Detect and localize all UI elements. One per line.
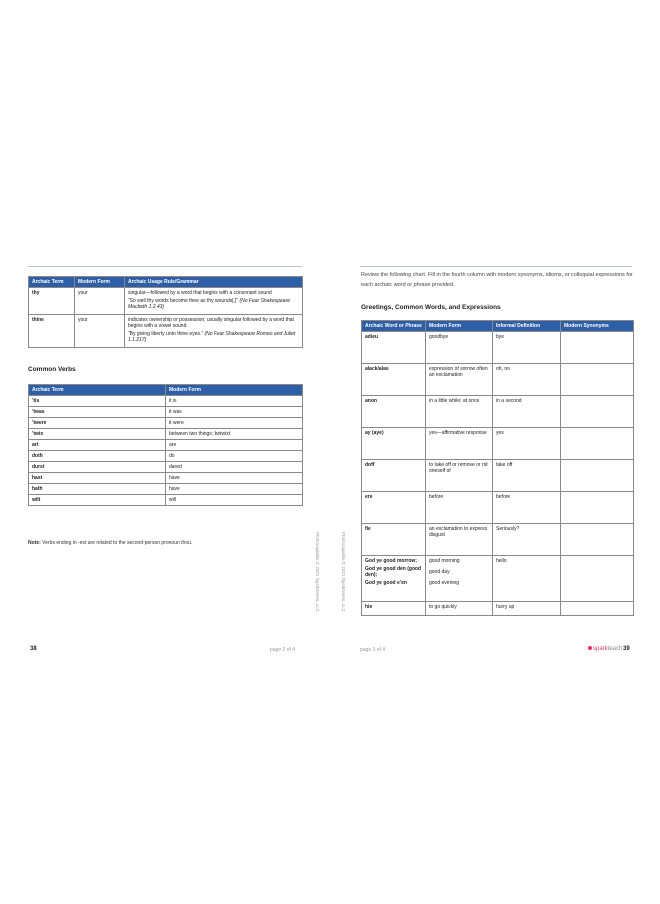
table-row [362, 602, 634, 616]
column-header: Modern Form [166, 385, 303, 396]
verb-term-cell: doth [29, 451, 166, 462]
table-row [29, 315, 303, 348]
verb-term-cell: hast [29, 473, 166, 484]
verb-modern-cell: between two things; betwixt [166, 429, 303, 440]
informal-definition-cell: hello [493, 556, 561, 602]
page-number: 38 [30, 646, 37, 652]
verb-modern-cell: dared [166, 462, 303, 473]
modern-form-cell: an exclamation to express disgust [426, 524, 493, 556]
column-header: Modern Form [75, 277, 125, 288]
usage-example [128, 298, 299, 310]
modern-form-cell: to take off or remove or rid oneself of [426, 460, 493, 492]
column-header: Informal Definition [493, 321, 561, 332]
sparkteach-logo [588, 646, 622, 652]
table-row [29, 440, 303, 451]
column-header: Modern Form [426, 321, 493, 332]
greetings-table [361, 320, 634, 616]
verb-term-cell: art [29, 440, 166, 451]
verb-modern-cell: do [166, 451, 303, 462]
modern-form-cell: before [426, 492, 493, 524]
usage-example [128, 331, 299, 343]
example-quote: “So well thy words become thee as thy wounds[.]” [128, 298, 239, 304]
greeting-modern: good day [429, 569, 450, 575]
informal-definition-cell: before [493, 492, 561, 524]
archaic-word-cell: doff [362, 460, 426, 492]
verb-term-cell: ’twas [29, 407, 166, 418]
table-row [29, 429, 303, 440]
modern-form-cell: yes—affirmative response [426, 428, 493, 460]
informal-definition-cell: in a second [493, 396, 561, 428]
modern-synonyms-input[interactable] [561, 556, 634, 602]
usage-rule-cell [125, 315, 303, 348]
table-row [362, 364, 634, 396]
modern-form-cell [426, 556, 493, 602]
archaic-word-cell: hie [362, 602, 426, 616]
logo-text-spark: spark [593, 646, 608, 652]
table-row [29, 396, 303, 407]
copyright-vertical: Photocopiable © 2021 SparkNotes, LLC [315, 532, 320, 612]
example-quote: “By giving liberty unto thine eyes.” [128, 331, 204, 337]
verb-modern-cell: have [166, 484, 303, 495]
informal-definition-cell: take off [493, 460, 561, 492]
informal-definition-cell: bye [493, 332, 561, 364]
page-of-label: page 3 of 4 [360, 647, 386, 653]
example-source: (No Fear Shakespeare Romeo and Juliet 1.1.217) [128, 331, 296, 343]
greeting-term: God ye good e’en [365, 580, 407, 586]
archaic-word-cell [362, 556, 426, 602]
table-row [29, 495, 303, 506]
archaic-word-cell: anon [362, 396, 426, 428]
modern-form-cell: your [75, 315, 125, 348]
table-row [29, 473, 303, 484]
table-row [29, 484, 303, 495]
verbs-note [28, 540, 192, 546]
verb-term-cell: hath [29, 484, 166, 495]
archaic-word-cell: adieu [362, 332, 426, 364]
modern-form-cell: expression of sorrow often an exclamation [426, 364, 493, 396]
column-header: Archaic Usage Rule/Grammar [125, 277, 303, 288]
column-header: Modern Synonyms [561, 321, 634, 332]
column-header: Archaic Term [29, 385, 166, 396]
archaic-word-cell: fie [362, 524, 426, 556]
verb-modern-cell: are [166, 440, 303, 451]
top-rule [360, 266, 632, 267]
page-of-label: page 2 of 4 [270, 647, 296, 653]
table-row [362, 492, 634, 524]
verb-term-cell: ’twere [29, 418, 166, 429]
informal-definition-cell: yes [493, 428, 561, 460]
table-row [29, 418, 303, 429]
verb-modern-cell: have [166, 473, 303, 484]
modern-form-cell: to go quickly [426, 602, 493, 616]
archaic-usage-table [28, 276, 303, 348]
section-title-greetings: Greetings, Common Words, and Expressions [361, 304, 501, 311]
verb-term-cell: ’twix [29, 429, 166, 440]
informal-definition-cell: Seriously? [493, 524, 561, 556]
modern-form-cell: in a little while; at once [426, 396, 493, 428]
instructions-text: Review the following chart. Fill in the fourth column with modern synonyms, idioms, or colloquial expressions for each archaic word or phrase provided. [361, 272, 633, 288]
archaic-term-cell: thine [29, 315, 75, 348]
table-row [29, 288, 303, 315]
verb-modern-cell: it were [166, 418, 303, 429]
greeting-term: God ye good den (good den); [365, 566, 422, 578]
verb-modern-cell: will [166, 495, 303, 506]
note-label: Note: [28, 540, 41, 546]
page-number: 39 [623, 646, 630, 652]
verb-modern-cell: it is [166, 396, 303, 407]
modern-form-cell: goodbye [426, 332, 493, 364]
example-source: (No Fear Shakespeare Macbeth 1.2.43) [128, 298, 291, 310]
column-header: Archaic Term [29, 277, 75, 288]
copyright-vertical: Photocopiable © 2021 SparkNotes, LLC [341, 532, 346, 612]
archaic-term-cell: thy [29, 288, 75, 315]
table-row [362, 524, 634, 556]
table-header-row [29, 277, 303, 288]
table-row [362, 556, 634, 602]
modern-synonyms-input[interactable] [561, 492, 634, 524]
archaic-word-cell: ere [362, 492, 426, 524]
archaic-word-cell: ay (aye) [362, 428, 426, 460]
verb-term-cell: ’tis [29, 396, 166, 407]
common-verbs-table [28, 384, 303, 506]
usage-rule-cell [125, 288, 303, 315]
table-header-row [362, 321, 634, 332]
verb-term-cell: wilt [29, 495, 166, 506]
modern-form-cell: your [75, 288, 125, 315]
table-row [29, 407, 303, 418]
informal-definition-cell: oh, no [493, 364, 561, 396]
modern-synonyms-input[interactable] [561, 332, 634, 364]
modern-synonyms-input[interactable] [561, 364, 634, 396]
modern-synonyms-input[interactable] [561, 602, 634, 616]
table-row [362, 396, 634, 428]
top-rule [28, 266, 302, 267]
note-text: Verbs ending in -est are related to the second-person pronoun thou. [42, 540, 193, 546]
verb-modern-cell: it was [166, 407, 303, 418]
informal-definition-cell: hurry up [493, 602, 561, 616]
section-title-common-verbs: Common Verbs [28, 366, 76, 373]
logo-text-teach: teach [607, 646, 623, 652]
usage-rule-text: singular—followed by a word that begins with a consonant sound [128, 290, 272, 296]
archaic-word-cell: alack/alas [362, 364, 426, 396]
right-page [330, 0, 660, 904]
greeting-modern: good evening [429, 580, 460, 586]
table-row [29, 451, 303, 462]
usage-rule-text: indicates ownership or possession; usually singular followed by a word that begins with a vowel sound [128, 317, 294, 329]
greeting-modern: good morning [429, 558, 460, 564]
table-row [29, 462, 303, 473]
table-row [362, 460, 634, 492]
modern-synonyms-input[interactable] [561, 524, 634, 556]
greeting-term: God ye good morrow; [365, 558, 417, 564]
spark-dot-icon [588, 646, 592, 650]
table-row [362, 332, 634, 364]
table-row [362, 428, 634, 460]
verb-term-cell: durst [29, 462, 166, 473]
table-header-row [29, 385, 303, 396]
modern-synonyms-input[interactable] [561, 396, 634, 428]
modern-synonyms-input[interactable] [561, 428, 634, 460]
column-header: Archaic Word or Phrase [362, 321, 426, 332]
modern-synonyms-input[interactable] [561, 460, 634, 492]
